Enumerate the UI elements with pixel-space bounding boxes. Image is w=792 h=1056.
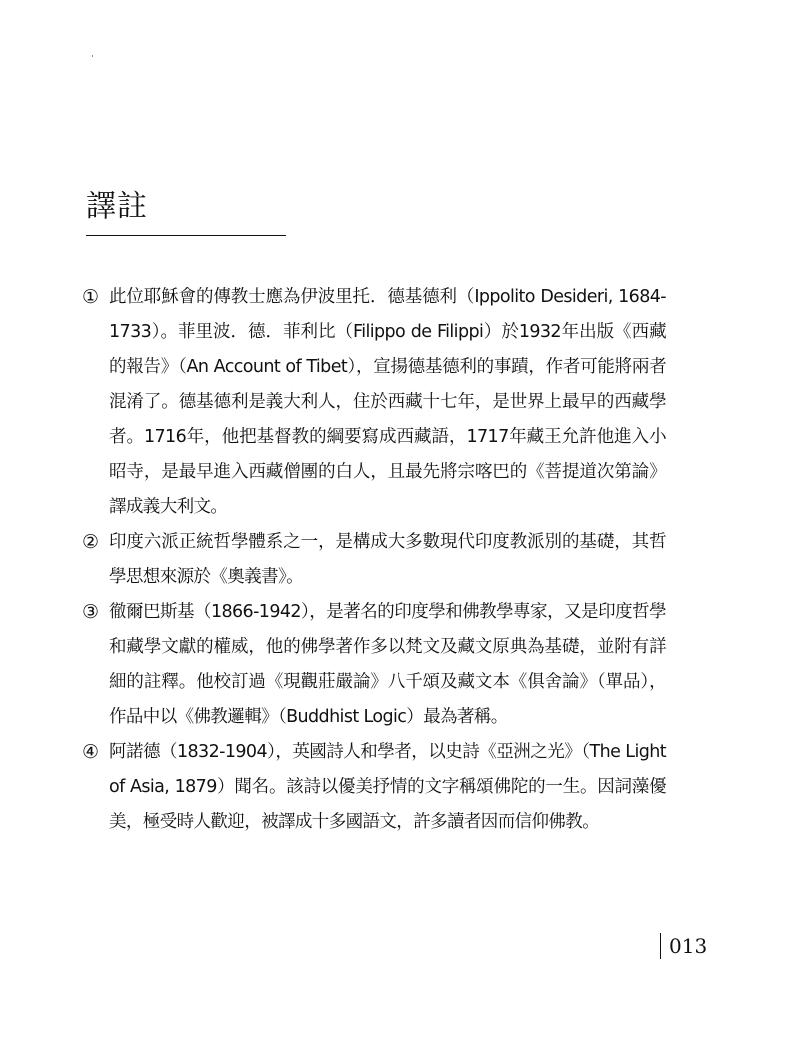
note-item (82, 595, 666, 735)
note-marker: ① (82, 286, 99, 308)
note-marker: ④ (82, 741, 99, 763)
page-number-divider (660, 933, 661, 959)
scan-speck (92, 55, 93, 57)
note-text: 徹爾巴斯基（1866-1942），是著名的印度學和佛教學專家，又是印度哲學和藏學文獻的權威，他的佛學著作多以梵文及藏文原典為基礎，並附有詳細的註釋。他校訂過《現觀莊嚴論》八千頌及藏文本《俱舍論》（單品），作品中以《佛教邏輯》（Buddhist Logic）最為著稱。 (109, 602, 666, 727)
note-marker: ③ (82, 601, 99, 623)
note-item (82, 525, 666, 595)
note-marker: ② (82, 531, 99, 553)
page-number: 013 (669, 934, 708, 958)
note-text: 此位耶穌會的傳教士應為伊波里托．德基德利（Ippolito Desideri, 1684-1733）。菲里波．德．菲利比（Filippo de Filippi）於1932年出版《西藏的報告》（An Account of Tibet），宣揚德基德利的事蹟，作者可能將兩者混淆了。德基德利是義大利人，住於西藏十七年，是世界上最早的西藏學者。1716年，他把基督教的綱要寫成西藏語，1717年藏王允許他進入小昭寺，是最早進入西藏僧團的白人，且最先將宗喀巴的《菩提道次第論》譯成義大利文。 (109, 287, 666, 517)
note-text: 阿諾德（1832-1904），英國詩人和學者，以史詩《亞洲之光》（The Light of Asia, 1879）聞名。該詩以優美抒情的文字稱頌佛陀的一生。因詞藻優美，極受時人歡迎，被譯成十多國語文，許多讀者因而信仰佛教。 (109, 742, 666, 832)
note-text: 印度六派正統哲學體系之一，是構成大多數現代印度教派別的基礎，其哲學思想來源於《奧義書》。 (109, 532, 666, 587)
note-item (82, 735, 666, 840)
section-heading: 譯註 (86, 189, 148, 224)
note-item (82, 280, 666, 525)
translator-notes-list (82, 280, 666, 840)
heading-underline (86, 235, 286, 236)
page-footer (660, 931, 707, 961)
